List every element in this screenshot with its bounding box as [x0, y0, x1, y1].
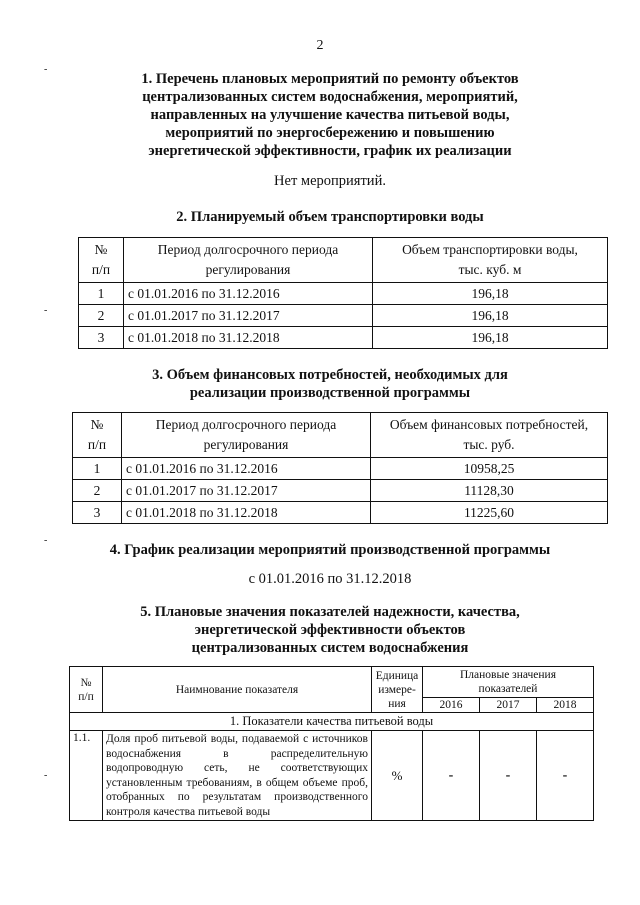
table-row — [70, 731, 594, 821]
table-header-row — [79, 238, 608, 283]
section2-title: 2. Планируемый объем транспортировки воды — [176, 209, 484, 225]
cell-num: 1 — [79, 283, 124, 305]
table-header-row — [73, 413, 608, 458]
header-num: № п/п — [79, 238, 124, 283]
table-row — [79, 327, 608, 349]
table-row — [73, 480, 608, 502]
cell-value: 196,18 — [373, 305, 608, 327]
section1-title-line: направленных на улучшение качества питьевой воды, — [150, 107, 510, 123]
section1-note: Нет мероприятий. — [274, 173, 386, 189]
table-row — [79, 305, 608, 327]
cell-period: с 01.01.2016 по 31.12.2016 — [124, 283, 373, 305]
cell-value: - — [479, 731, 536, 821]
cell-num: 3 — [73, 502, 122, 524]
header-plan: Плановые значения показателей — [423, 667, 594, 698]
section1-title-line: энергетической эффективности, график их реализации — [148, 143, 512, 159]
cell-period: с 01.01.2017 по 31.12.2017 — [124, 305, 373, 327]
cell-period: с 01.01.2017 по 31.12.2017 — [122, 480, 371, 502]
table-row — [73, 502, 608, 524]
indicators-table — [69, 666, 594, 821]
cell-num: 1.1. — [70, 731, 103, 821]
cell-unit: % — [372, 731, 423, 821]
header-period: Период долгосрочного периода регулирования — [124, 238, 373, 283]
cell-num: 2 — [73, 480, 122, 502]
header-num: № п/п — [70, 667, 103, 713]
header-value: Объем финансовых потребностей, тыс. руб. — [371, 413, 608, 458]
header-year: 2016 — [423, 698, 480, 713]
header-year: 2018 — [536, 698, 593, 713]
cell-num: 1 — [73, 458, 122, 480]
section3-title — [90, 366, 570, 402]
table-row — [73, 458, 608, 480]
cell-name: Доля проб питьевой воды, подаваемой с источников водоснабжения в распределительную водопроводную сеть, не соответствующих установленным требованиям, в общем объеме проб, отобранных по результатам производственного контроля качества питьевой воды — [103, 731, 372, 821]
section3-title-line: 3. Объем финансовых потребностей, необходимых для — [152, 367, 508, 383]
group-row — [70, 713, 594, 731]
cell-value: 196,18 — [373, 327, 608, 349]
table-header-row — [70, 667, 594, 698]
header-value: Объем транспортировки воды, тыс. куб. м — [373, 238, 608, 283]
header-year: 2017 — [479, 698, 536, 713]
cell-value: 10958,25 — [371, 458, 608, 480]
section1-title-line: централизованных систем водоснабжения, мероприятий, — [142, 89, 518, 105]
cell-value: 11225,60 — [371, 502, 608, 524]
cell-value: - — [423, 731, 480, 821]
section4-period: с 01.01.2016 по 31.12.2018 — [248, 571, 412, 587]
page-number: 2 — [316, 38, 324, 53]
cell-value: 196,18 — [373, 283, 608, 305]
section1-title-line: мероприятий по энергосбережению и повышению — [165, 125, 495, 141]
group-title: 1. Показатели качества питьевой воды — [70, 713, 594, 731]
cell-period: с 01.01.2016 по 31.12.2016 — [122, 458, 371, 480]
margin-mark: - — [44, 535, 48, 546]
header-unit: Единица измере- ния — [372, 667, 423, 713]
cell-num: 3 — [79, 327, 124, 349]
cell-period: с 01.01.2018 по 31.12.2018 — [124, 327, 373, 349]
cell-value: 11128,30 — [371, 480, 608, 502]
margin-mark: - — [44, 64, 48, 75]
table-row — [79, 283, 608, 305]
financial-needs-table — [72, 412, 608, 524]
section3-title-line: реализации производственной программы — [189, 385, 471, 401]
section1-title-line: 1. Перечень плановых мероприятий по ремонту объектов — [141, 71, 519, 87]
header-period: Период долгосрочного периода регулирования — [122, 413, 371, 458]
transport-volume-table — [78, 237, 608, 349]
cell-value: - — [536, 731, 593, 821]
section4-title: 4. График реализации мероприятий производственной программы — [109, 542, 551, 558]
cell-num: 2 — [79, 305, 124, 327]
header-num: № п/п — [73, 413, 122, 458]
margin-mark: - — [44, 305, 48, 316]
cell-period: с 01.01.2018 по 31.12.2018 — [122, 502, 371, 524]
section5-title-line: централизованных систем водоснабжения — [191, 640, 469, 656]
section5-title — [90, 603, 570, 657]
section5-title-line: 5. Плановые значения показателей надежности, качества, — [140, 604, 520, 620]
margin-mark: - — [44, 770, 48, 781]
section5-title-line: энергетической эффективности объектов — [194, 622, 466, 638]
header-name: Наимнование показателя — [103, 667, 372, 713]
section1-title — [90, 70, 570, 160]
